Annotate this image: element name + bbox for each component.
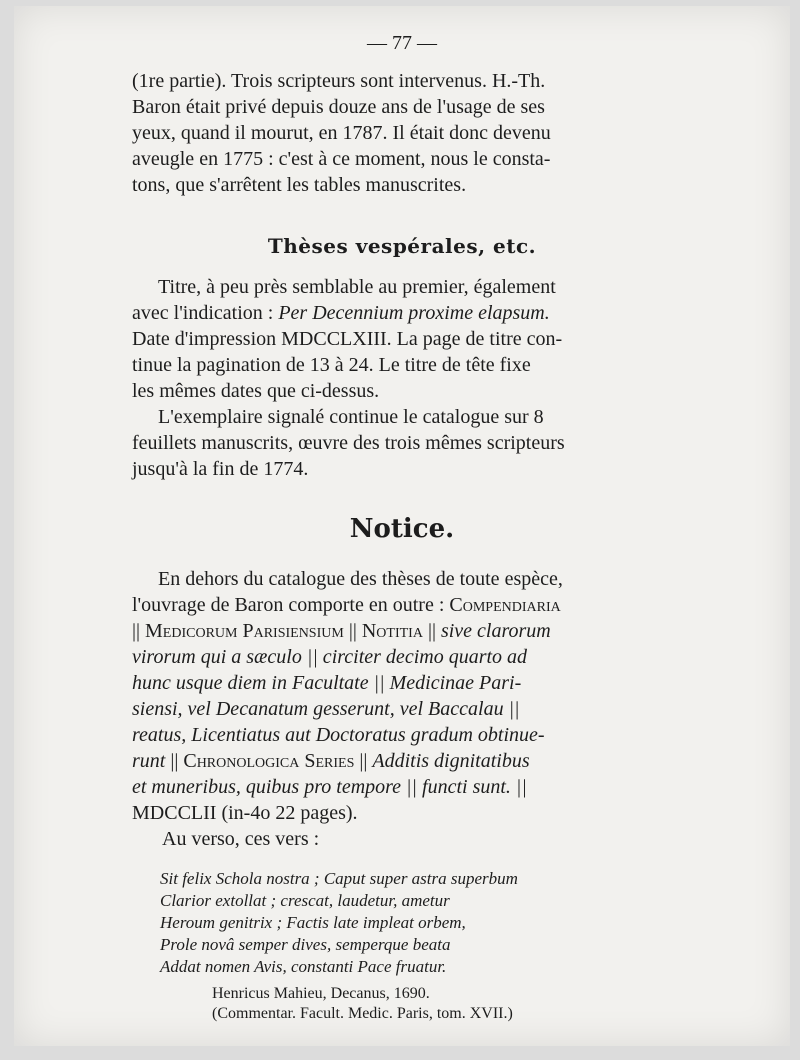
text-fragment: avec l'indication : (132, 302, 279, 324)
text-line: MDCCLII (in-4o 22 pages). (132, 802, 358, 824)
text-fragment: l'ouvrage de Baron comporte en outre : (132, 594, 450, 616)
small-caps-title: Medicorum Parisiensium (145, 620, 344, 642)
text-line: virorum qui a sæculo || circiter decimo quarto ad (132, 646, 528, 668)
text-fragment: || (343, 620, 362, 642)
paragraph-title-description (132, 274, 684, 404)
verse-line: Prole novâ semper dives, semperque beata (160, 935, 451, 954)
document-page (14, 6, 790, 1046)
text-line: Date d'impression MDCCLXIII. La page de titre con- (132, 328, 563, 350)
text-line: (1re partie). Trois scripteurs sont intervenus. H.-Th. (132, 70, 546, 92)
page-number: — 77 — (367, 32, 437, 54)
text-fragment: || (422, 620, 441, 642)
text-line: yeux, quand il mourut, en 1787. Il était donc devenu (132, 122, 551, 144)
text-line: feuillets manuscrits, œuvre des trois mêmes scripteurs (132, 432, 565, 454)
italic-title: runt (132, 750, 166, 772)
paragraph-intro (132, 68, 684, 198)
text-line: tinue la pagination de 13 à 24. Le titre de tête fixe (132, 354, 531, 376)
text-line: tons, que s'arrêtent les tables manuscrites. (132, 174, 467, 196)
attribution-line: (Commentar. Facult. Medic. Paris, tom. XVII.) (212, 1005, 513, 1022)
section-heading-notice: Notice. (349, 514, 455, 544)
text-fragment: || (354, 750, 373, 772)
attribution-line: Henricus Mahieu, Decanus, 1690. (212, 985, 430, 1002)
text-line: aveugle en 1775 : c'est à ce moment, nous le consta- (132, 148, 551, 170)
verse-attribution (212, 984, 513, 1024)
text-line: Baron était privé depuis douze ans de l'usage de ses (132, 96, 545, 118)
verse-line: Addat nomen Avis, constanti Pace fruatur. (160, 957, 447, 976)
text-line: jusqu'à la fin de 1774. (132, 458, 309, 480)
text-line: Au verso, ces vers : (162, 828, 320, 850)
text-line: En dehors du catalogue des thèses de toute espèce, (158, 568, 563, 590)
verse-line: Sit felix Schola nostra ; Caput super astra superbum (160, 869, 518, 888)
text-line: et muneribus, quibus pro tempore || functi sunt. || (132, 776, 527, 798)
text-line: L'exemplaire signalé continue le catalogue sur 8 (158, 406, 544, 428)
text-line (132, 748, 684, 774)
text-line: les mêmes dates que ci-dessus. (132, 380, 380, 402)
verse-line: Clarior extollat ; crescat, laudetur, ametur (160, 891, 450, 910)
text-line: siensi, vel Decanatum gesserunt, vel Baccalau || (132, 698, 520, 720)
text-line (132, 300, 684, 326)
small-caps-title: Chronologica Series (183, 750, 355, 772)
text-line: Titre, à peu près semblable au premier, également (158, 276, 556, 298)
italic-title: sive clarorum (440, 620, 551, 642)
italic-title: Additis dignitatibus (372, 750, 530, 772)
small-caps-title: Compendiaria (449, 594, 561, 616)
small-caps-title: Notitia (361, 620, 423, 642)
text-line (132, 618, 684, 644)
text-line: hunc usque diem in Facultate || Medicinae Pari- (132, 672, 522, 694)
verse-line: Heroum genitrix ; Factis late impleat orbem, (160, 913, 466, 932)
paragraph-notice (132, 566, 684, 852)
text-fragment: || (165, 750, 184, 772)
section-heading-theses: Thèses vespérales, etc. (267, 234, 537, 258)
text-line: reatus, Licentiatus aut Doctoratus gradum obtinue- (132, 724, 545, 746)
text-line (132, 592, 684, 618)
text-fragment: || (132, 620, 146, 642)
paragraph-exemplaire (132, 404, 684, 482)
italic-title: Per Decennium proxime elapsum. (278, 302, 550, 324)
latin-verse (160, 868, 690, 978)
